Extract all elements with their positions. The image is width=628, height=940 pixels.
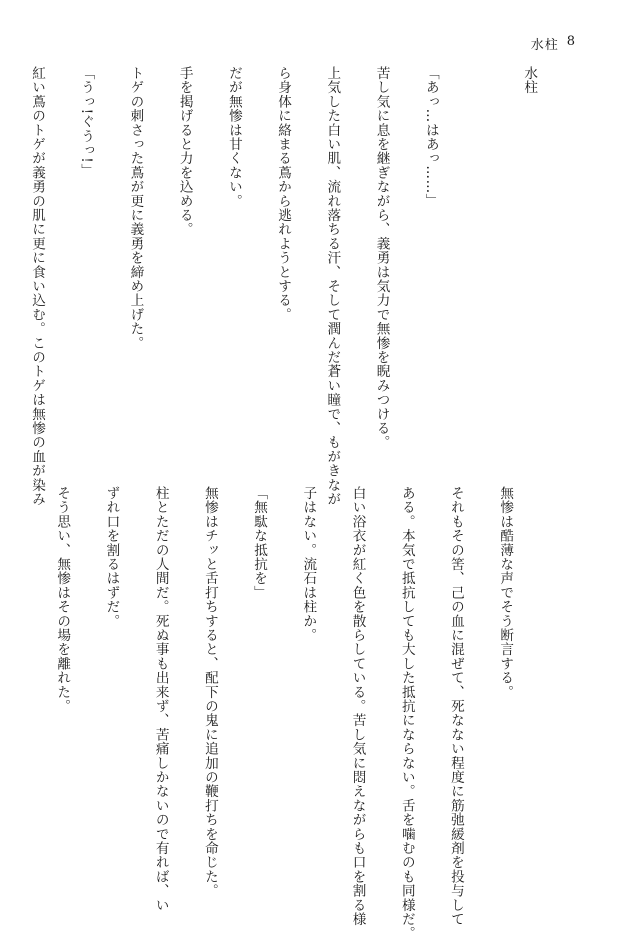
text-line: 苦し気に息を継ぎながら、義勇は気力で無惨を睨みつける。: [373, 66, 390, 450]
chapter-heading: 水柱: [521, 66, 538, 95]
text-line: 無惨はチッと舌打ちすると、配下の鬼に追加の鞭打ちを命じた。: [201, 486, 218, 898]
running-title: 水柱: [530, 38, 559, 53]
text-line: トゲの刺さった蔦が更に義勇を締め上げた。: [127, 66, 144, 350]
text-line: 紅い蔦のトゲが義勇の肌に更に食い込む。このトゲは無惨の血が染み: [29, 66, 45, 507]
page-header: [531, 34, 576, 53]
text-line: 手を掲げると力を込める。: [176, 66, 193, 237]
text-line: [472, 66, 488, 451]
dialogue-line: 「うっ!ぐうっ!」: [78, 66, 95, 178]
text-line: ら身体に絡まる蔦から逃れようとする。: [275, 66, 292, 322]
text-line: 子はない。流石は柱か。: [300, 486, 317, 643]
text-block-lower: [0, 486, 546, 940]
text-block-upper: [0, 66, 570, 507]
text-line: ずれ口を割るはずだ。: [103, 486, 120, 628]
text-line: そう思い、無惨はその場を離れた。: [54, 486, 71, 714]
text-line: 柱とただの人間だ。死ぬ事も出来ず、苦痛しかないので有れば、い: [152, 486, 169, 912]
text-line: 無惨は酷薄な声でそう断言する。: [497, 486, 514, 699]
dialogue-line: 「あっ…はあっ……」: [422, 66, 439, 208]
dialogue-line: 「無駄な抵抗を」: [251, 486, 268, 600]
text-line: だが無惨は甘くない。: [225, 66, 242, 208]
text-line: 上気した白い肌、流れ落ちる汗、そして潤んだ蒼い瞳で、もがきなが: [324, 66, 341, 507]
text-line: それもその筈、己の血に混ぜて、死なない程度に筋弛緩剤を投与して: [447, 486, 464, 927]
text-line: [5, 486, 21, 886]
text-line: 白い浴衣が紅く色を散らしている。苦し気に悶えながらも口を割る様: [349, 486, 366, 927]
page-number: 8: [566, 34, 576, 49]
text-line: ある。本気で抵抗しても大した抵抗にならない。舌を噛むのも同様だ。: [398, 486, 415, 940]
